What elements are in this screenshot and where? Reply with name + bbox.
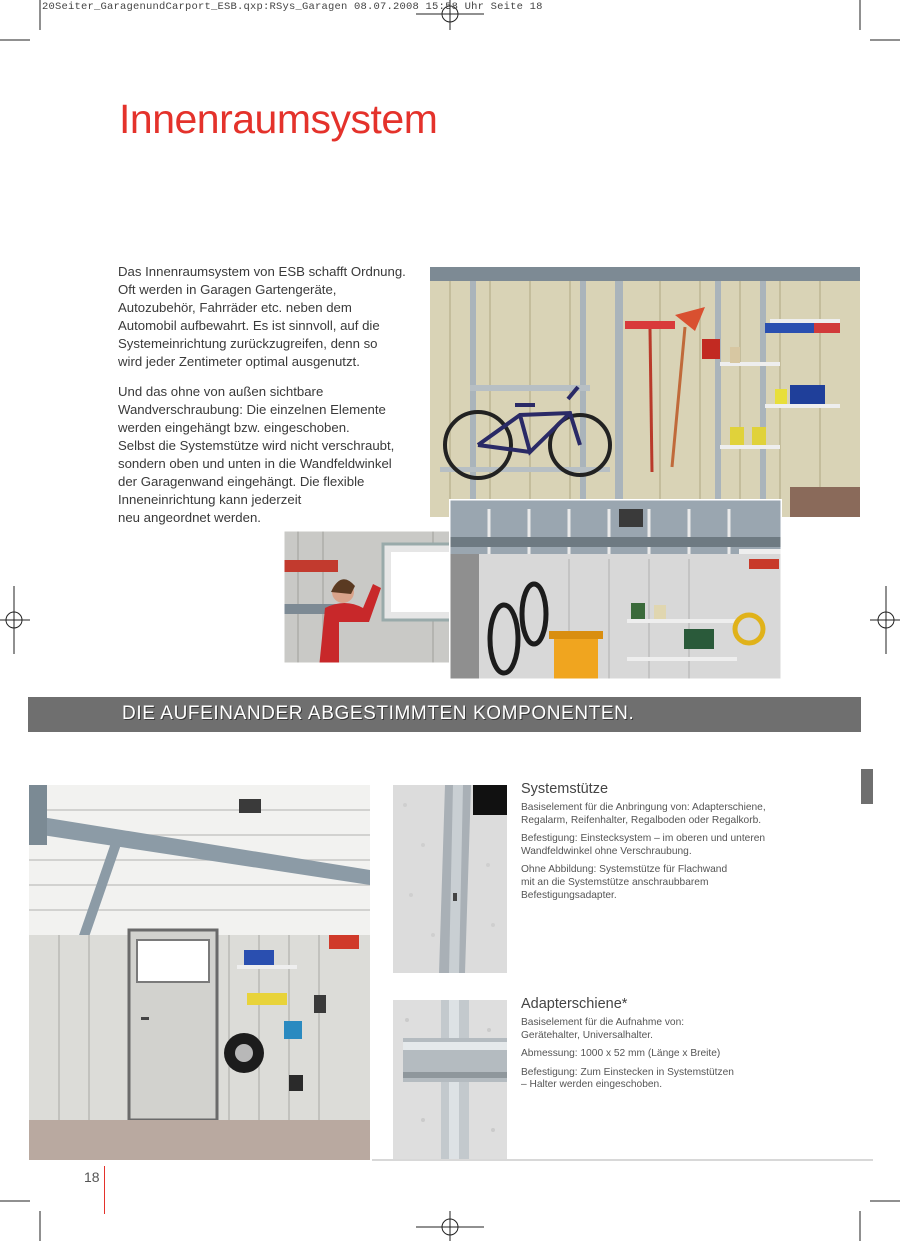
photo-woman-window (283, 530, 475, 664)
component-dimensions: Abmessung: 1000 x 52 mm (Länge x Breite) (521, 1048, 721, 1060)
component-adapterschiene (521, 996, 821, 1098)
photo-systemstuetze (393, 785, 507, 973)
page-title: Innenraumsystem (119, 96, 438, 142)
photo-garage-interior (449, 499, 782, 680)
component-description: Basiselement für die Aufnahme von: Gerätehalter, Universalhalter. (521, 1017, 685, 1041)
page-number: 18 (84, 1169, 100, 1185)
intro-paragraph-1: Das Innenraumsystem von ESB schafft Ordnung. Oft werden in Garagen Gartengeräte, Autozubehör, Fahrräder etc. neben dem Automobil aufbewahrt. Es ist sinnvoll, auf die Systemeinrichtung zurückzugreifen, denn so wird jeder Zentimeter optimal ausgenutzt. (118, 264, 406, 369)
photo-garage-wall-bicycle (430, 267, 860, 517)
component-fastening: Befestigung: Zum Einstecken in Systemstützen – Halter werden eingeschoben. (521, 1066, 734, 1091)
intro-paragraph-2: Und das ohne von außen sichtbare Wandverschraubung: Die einzelnen Elemente werden eingehängt bzw. eingeschoben. Selbst die Systemstütze wird nicht verschraubt, sondern oben und unten in die Wandfeldwinkel der Garagenwand eingehängt. Die flexible Inneneinrichtung kann jederzeit neu angeordnet werden. (118, 384, 395, 525)
component-title: Systemstütze (521, 781, 609, 797)
section-banner-title: DIE AUFEINANDER ABGESTIMMTEN KOMPONENTEN. (122, 703, 635, 724)
photo-adapterschiene (393, 1000, 507, 1160)
photo-garage-door-interior (29, 785, 370, 1160)
component-title: Adapterschiene* (521, 996, 628, 1012)
component-systemstuetze (521, 781, 821, 908)
page-number-rule (104, 1166, 105, 1214)
print-slug: 20Seiter_GaragenundCarport_ESB.qxp:RSys_Garagen 08.07.2008 15:58 Uhr Seite 18 (42, 1, 543, 13)
component-description: Basiselement für die Anbringung von: Adapterschiene, Regalarm, Reifenhalter, Regalboden oder Regalkorb. (521, 802, 766, 826)
section-tab-marker (861, 769, 873, 804)
component-fastening: Befestigung: Einstecksystem – im oberen und unteren Wandfeldwinkel ohne Verschraubung. (521, 833, 766, 857)
component-note: Ohne Abbildung: Systemstütze für Flachwand mit an die Systemstütze anschraubbarem Befestigungsadapter. (521, 864, 728, 901)
intro-text (118, 263, 418, 539)
footer-rule (372, 1159, 873, 1161)
